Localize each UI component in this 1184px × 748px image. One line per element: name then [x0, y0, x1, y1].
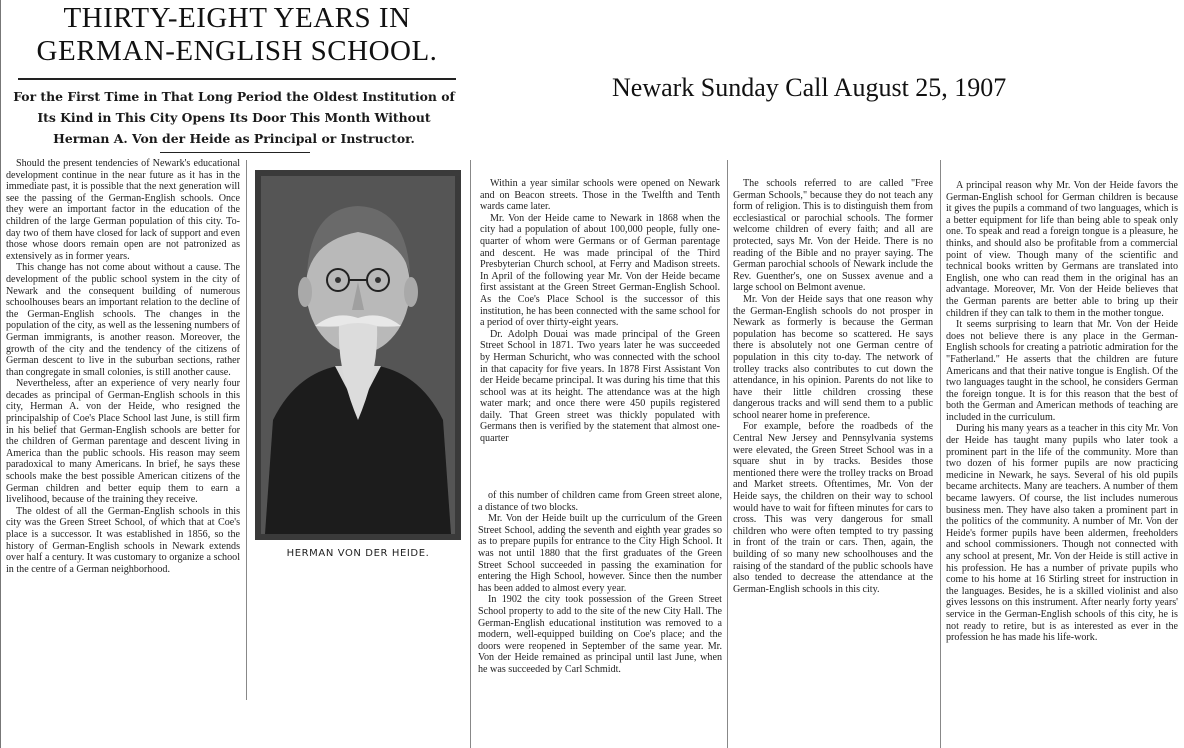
column-3 — [733, 178, 933, 610]
rule-under-headline — [18, 78, 456, 80]
portrait-illustration — [255, 170, 461, 540]
column-4 — [946, 180, 1178, 746]
column-divider — [246, 160, 247, 700]
paragraph: The oldest of all the German-English schools in this city was the Green Street School, of which that at Coe's place is a successor. It was established in 1856, so the history of German-English schools in Newark extends over half a century. It was customary to organize a school in the centre of a German neighborhood. — [6, 505, 240, 575]
paragraph: of this number of children came from Green street alone, a distance of two blocks. — [478, 490, 722, 513]
rule-under-subhead — [160, 152, 310, 153]
paragraph: Nevertheless, after an experience of very nearly four decades as principal of German-English schools in this city, Herman A. von der Heide, who resigned the principalship of Coe's Place School last June, is still firm in his belief that German-English schools are better for the children of German parentage and descent living in America than the public schools. His reason may seem paradoxical to many Americans. In brief, he says these schools make the best possible American citizens of the German children and better equip them to earn a livelihood, because of the training they receive. — [6, 378, 240, 506]
paragraph: Within a year similar schools were opened on Newark and on Beacon streets. Those in the Twelfth and Tenth wards came later. — [480, 178, 720, 213]
column-divider — [470, 160, 471, 748]
paragraph: The schools referred to are called "Free German Schools," because they do not teach any form of religion. This is to distinguish them from ecclesiastical or parochial schools. The former welcome children of every faith; and all are protected, says Mr. Von der Heide. There is no reading of the Bible and no prayer saying. The German parochial schools of Newark include the Rev. Guenther's, one on Sussex avenue and a large school on Belmont avenue. — [733, 178, 933, 294]
headline — [6, 2, 468, 68]
column-1 — [6, 158, 240, 676]
paragraph: It seems surprising to learn that Mr. Von der Heide does not believe there is any place in the German-English schools for creating a patriotic admiration for the "Fatherland." He asserts that the children are future Americans and that their native tongue is English. Of the two languages taught in the school, he considers German the foreign tongue. It is for this reason that the best of both the German and American methods of teaching are included in the curriculum. — [946, 319, 1178, 423]
headline-line-2: GERMAN-ENGLISH SCHOOL. — [36, 35, 438, 67]
paragraph: A principal reason why Mr. Von der Heide favors the German-English school for German children is because it gives the pupils a command of two languages, which is a better equipment for life than being able to speak only one. To speak and read a foreign tongue is a pleasure, he thinks, and should also be profitable from a commercial point of view. Though many of the scientific and technical books written by Germans are translated into English, one who can read them in the original has an advantage. Moreover, Mr. Von der Heide believes that the German parents are better able to bring up their children if they can talk to them in the mother tongue. — [946, 180, 1178, 319]
paragraph: In 1902 the city took possession of the Green Street School property to add to the site of the new City Hall. The German-English educational institution was removed to a modern, well-equipped building on Coe's place; and the doors were reopened in September of the same year. Mr. Von der Heide remained as principal until last June, when he was succeeded by Carl Schmidt. — [478, 594, 722, 675]
column-divider — [940, 160, 941, 748]
column-2 — [480, 178, 720, 488]
paragraph: For example, before the roadbeds of the Central New Jersey and Pennsylvania systems were elevated, the Green Street School was in a square shut in by tracks. Besides those mentioned there were the trolley tracks on Broad and Market streets. Oftentimes, Mr. Von der Heide says, the children on their way to school would have to wait for fifteen minutes for cars to cross. This was very dangerous for small children who were often tempted to try passing in front of the train or cars. Then, again, the building of so many new schoolhouses and the raising of the standard of the public schools have also tended to decrease the attendance at the German-English schools in this city. — [733, 421, 933, 595]
photo-caption: HERMAN VON DER HEIDE. — [286, 548, 430, 559]
headline-line-1: THIRTY-EIGHT YEARS IN — [63, 2, 411, 34]
paragraph: Mr. Von der Heide says that one reason why the German-English schools do not prosper in Newark as formerly is because the German population has become so scattered. He says there is absolutely not one German centre of population in this city to-day. The network of trolley tracks also contributes to cut down the attendance, in his opinion. Parents do not like to have their little children crossing these dangerous tracks and will send them to a public school nearer home in preference. — [733, 293, 933, 421]
paragraph: Dr. Adolph Douai was made principal of the Green Street School in 1871. Two years later he was succeeded by Herman Schuricht, who was connected with the school in that capacity for five years. In 1878 First Assistant Von der Heide became principal. It was during his time that this school was at its height. The attendance was at the high water mark; and once there were 450 pupils registered daily. That Green street was thickly populated with Germans then is verified by the statement that almost one-quarter — [480, 328, 720, 445]
paragraph: This change has not come about without a cause. The development of the public school system in the city of Newark and the consequent building of numerous schoolhouses bears an important relation to the decline of the German-English schools. The changes in the population of the city, as well as the lessening numbers of German immigrants, is another reason. Moreover, the growth of the city and the tendency of the citizens of German descent to live in the suburban sections, rather than congregate in small colonies, is still another cause. — [6, 262, 240, 378]
column-2-lower — [478, 490, 722, 722]
paragraph: During his many years as a teacher in this city Mr. Von der Heide has taught many pupils who later took a prominent part in the life of the community. More than two dozen of his former pupils are now practicing medicine in Newark, he says. Several of his old pupils became architects. Many are teachers. A number of them became lawyers. Of course, the list includes numerous business men. They have also taken a prominent part in the politics of the community. A number of Mr. Von der Heide's former pupils have been aldermen, freeholders and school commissioners. Though not connected with any school at present, Mr. Von der Heide is still active in his profession. He has a number of private pupils who come to his home at 16 Stirling street for instruction in the languages. Besides, he is a skilled violinist and also gives lessons on this instrument. After nearly forty years' service in the German-English schools of this city, he is not ready to retire, but is as interested as ever in the profession he has made his life-work. — [946, 423, 1178, 644]
paragraph: Mr. Von der Heide built up the curriculum of the Green Street School, adding the seventh and eighth year grades so as to prepare pupils for entrance to the City High School. It was not until 1880 that the first graduates of the Green Street School succeeded in passing the examination for entering the High School, however. Since then the number has been added to almost every year. — [478, 513, 722, 594]
source-note: Newark Sunday Call August 25, 1907 — [612, 73, 1007, 102]
column-divider — [0, 0, 1, 748]
paragraph: Should the present tendencies of Newark's educational development continue in the near future as it has in the immediate past, it is possible that the next generation will see the passing of the German-English schools. Once they were an important factor in the education of the children of the large German population of this city. To-day two of them have closed for lack of support and even those whose doors remain open are not patronized as extensively as in former years. — [6, 158, 240, 262]
subhead: For the First Time in That Long Period the Oldest Institution of Its Kind in This City Opens Its Door This Month Without Herman A. Von der Heide as Principal or Instructor. — [13, 89, 455, 146]
paragraph: Mr. Von der Heide came to Newark in 1868 when the city had a population of about 100,000 people, fully one-quarter of whom were Germans or of German parentage and descent. He was made principal of the Third Presbyterian Church school, at Ferry and Madison streets. In April of the following year Mr. Von der Heide became first assistant at the Green Street German-English School. As the Coe's Place School is the successor of this institution, he has been connected with the same school for a period of over thirty-eight years. — [480, 212, 720, 329]
column-divider — [727, 160, 728, 748]
portrait-photo — [255, 170, 461, 540]
